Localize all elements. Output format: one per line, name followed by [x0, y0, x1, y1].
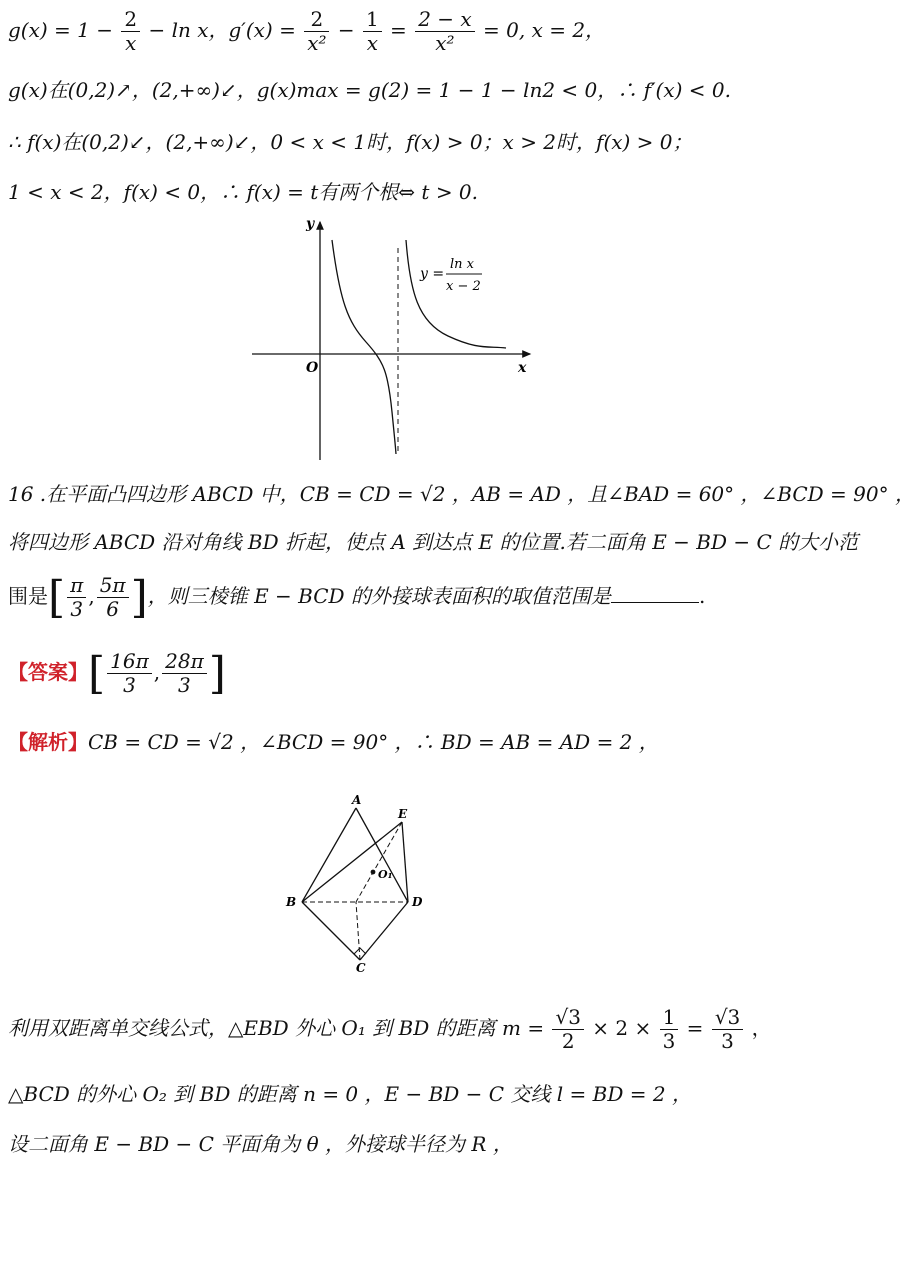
function-graph — [248, 212, 548, 462]
answer-line: 【答案】[ $\frac{16\pi}{3}$ , $\frac{28\pi}{3}$ ] — [8, 647, 226, 699]
circumcenter-point — [371, 870, 376, 875]
analysis-line-1: 【解析】CB = CD = √2 ，∠BCD = 90° ，∴ BD = AB = AD = 2 ， — [8, 730, 659, 754]
vertex-label-e: E — [398, 807, 408, 821]
tetrahedron-figure — [282, 792, 432, 975]
curve-label-den: x − 2 — [446, 279, 481, 294]
vertex-label-d: D — [412, 895, 423, 909]
prev-line-1: g(x) = 1 − $\frac{2}{x}$ − ln x，g′(x) = $\frac{2}{\text{x²}}$ − $\frac{1}{x}$ = $\frac{2 - x}{\text{x²}}$ = 0, x = 2， — [8, 7, 606, 55]
right-bracket: ] — [130, 571, 148, 623]
fraction: $\frac{2}{x}$ — [121, 8, 140, 55]
analysis-tag: 【解析】 — [8, 730, 88, 754]
prev-line-4: 1 < x < 2，f(x) < 0，∴ f(x) = t有两个根⇔ t > 0. — [8, 180, 479, 204]
fraction: $\frac{√3}{3}$ — [712, 1006, 743, 1053]
problem16-line-2: 将四边形 ABCD 沿对角线 BD 折起，使点 A 到达点 E 的位置.若二面角 E − BD − C 的大小范 — [8, 530, 859, 554]
right-bracket: ] — [208, 647, 226, 699]
point-label-o1: O₁ — [378, 868, 393, 881]
axis-y-label: y — [306, 216, 315, 232]
fraction: $\frac{\pi}{3}$ — [67, 574, 86, 621]
answer-tag: 【答案】 — [8, 660, 88, 684]
origin-label: O — [306, 360, 319, 376]
vertex-label-c: C — [356, 961, 366, 975]
vertex-label-a: A — [352, 793, 362, 807]
left-bracket: [ — [48, 571, 66, 623]
fraction: $\frac{1}{x}$ — [363, 8, 382, 55]
axis-x-label: x — [518, 360, 527, 376]
fraction: $\frac{28\pi}{3}$ — [162, 650, 207, 697]
problem16-line-1: 16 .在平面凸四边形 ABCD 中，CB = CD = √2 ，AB = AD ，且∠BAD = 60° ，∠BCD = 90° ， — [8, 482, 915, 506]
left-bracket: [ — [88, 647, 106, 699]
fraction: $\frac{5\pi}{6}$ — [97, 574, 129, 621]
analysis-line-3: △BCD 的外心 O₂ 到 BD 的距离 n = 0 ，E − BD − C 交线 l = BD = 2 ， — [8, 1082, 692, 1106]
curve-left-branch — [332, 240, 396, 454]
fraction: $\frac{1}{3}$ — [660, 1006, 679, 1053]
fraction: $\frac{√3}{2}$ — [552, 1006, 583, 1053]
vertex-label-b: B — [286, 895, 297, 909]
prev-line-2: g(x)在(0,2)↗，(2,+∞)↙，g(x)max = g(2) = 1 − 1 − ln2 < 0，∴ f′(x) < 0. — [8, 78, 731, 102]
fraction: $\frac{16\pi}{3}$ — [107, 650, 152, 697]
analysis-line-2: 利用双距离单交线公式，△EBD 外心 O₁ 到 BD 的距离 m = $\frac{√3}{2}$ × 2 × $\frac{1}{3}$ = $\frac{√3}{3}$ ， — [8, 1005, 772, 1053]
fraction: $\frac{2}{\text{x²}}$ — [304, 8, 329, 55]
problem16-line-3: 围是[ $\frac{\pi}{3}$ , $\frac{5\pi}{6}$ ]，则三棱锥 E − BCD 的外接球表面积的取值范围是 . — [8, 571, 706, 623]
prev-line-3: ∴ f(x)在(0,2)↙，(2,+∞)↙，0 < x < 1时，f(x) > 0；x > 2时，f(x) > 0； — [8, 130, 693, 154]
curve-label-num: ln x — [450, 257, 474, 272]
analysis-line-4: 设二面角 E − BD − C 平面角为 θ ，外接球半径为 R ， — [8, 1132, 513, 1156]
curve-label-y: y = — [420, 266, 445, 282]
answer-blank — [611, 584, 699, 603]
fraction: $\frac{2 - x}{\text{x²}}$ — [415, 8, 474, 55]
